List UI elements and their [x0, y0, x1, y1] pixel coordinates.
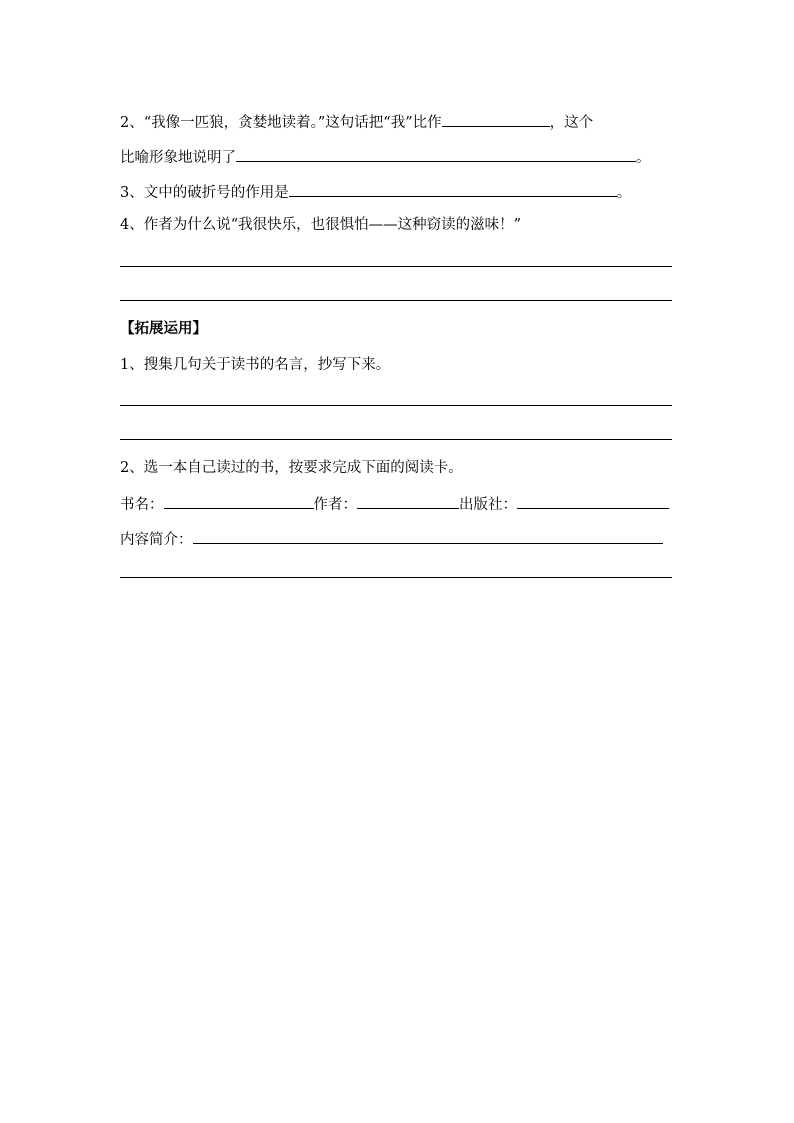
summary-row — [120, 528, 663, 548]
q2-blank-metaphor[interactable] — [442, 111, 550, 127]
q4-answer-line-1[interactable] — [120, 266, 672, 267]
ext-q1-answer-line-2[interactable] — [120, 439, 672, 440]
q2-line2-suffix: 。 — [636, 150, 651, 166]
publisher-field[interactable] — [517, 493, 669, 509]
summary-field-line-1[interactable] — [193, 528, 663, 544]
q3-prefix: 3、文中的破折号的作用是 — [120, 185, 289, 201]
summary-label: 内容简介： — [120, 532, 193, 548]
ext-q2-text: 2、选一本自己读过的书，按要求完成下面的阅读卡。 — [120, 460, 463, 476]
author-label: 作者： — [313, 497, 357, 513]
book-label: 书名： — [120, 497, 164, 513]
q4-text: 4、作者为什么说“我很快乐，也很惧怕——这种窃读的滋味！” — [120, 217, 522, 233]
publisher-label: 出版社： — [459, 497, 517, 513]
ext-q2-line — [120, 458, 463, 478]
section-heading — [120, 319, 207, 339]
ext-q1-text: 1、搜集几句关于读书的名言，抄写下来。 — [120, 357, 391, 373]
q2-line2 — [120, 146, 651, 166]
summary-field-line-2[interactable] — [120, 577, 672, 578]
q4-line — [120, 215, 521, 235]
q3-blank-dash-purpose[interactable] — [289, 181, 617, 197]
q2-line1 — [120, 111, 593, 131]
reading-card-row — [120, 493, 669, 513]
q4-answer-line-2[interactable] — [120, 300, 672, 301]
q3-line — [120, 181, 631, 201]
ext-q1-line — [120, 355, 390, 375]
section-title: 【拓展运用】 — [120, 320, 207, 337]
q3-suffix: 。 — [616, 185, 632, 201]
author-field[interactable] — [357, 493, 459, 509]
ext-q1-answer-line-1[interactable] — [120, 405, 672, 406]
q2-blank-explanation[interactable] — [236, 146, 636, 162]
q2-text-part2: ，这个 — [549, 115, 594, 131]
book-title-field[interactable] — [164, 493, 314, 509]
q2-line2-prefix: 比喻形象地说明了 — [120, 150, 236, 166]
q2-text-part1: 2、“我像一匹狼，贪婪地读着。”这句话把“我”比作 — [120, 115, 442, 131]
